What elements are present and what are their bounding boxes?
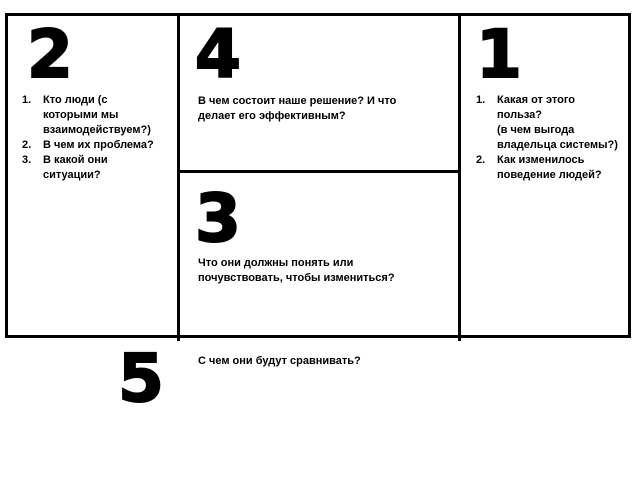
block-5-question: С чем они будут сравнивать? bbox=[198, 355, 361, 367]
block-1-question-1 bbox=[476, 93, 628, 153]
divider-middle bbox=[178, 170, 460, 173]
block-3-number: 3 bbox=[195, 180, 239, 257]
block-2-question-3-text: В какой они ситуации? bbox=[43, 154, 108, 181]
block-2-question-2-number: 2. bbox=[22, 139, 32, 151]
block-2-number: 2 bbox=[27, 16, 71, 93]
block-1-question-1-text: Какая от этого польза? (в чем выгода владельца системы?) bbox=[497, 94, 618, 151]
block-5-number: 5 bbox=[118, 340, 162, 417]
block-4-number: 4 bbox=[195, 16, 239, 93]
block-4-question: В чем состоит наше решение? И что делает его эффективным? bbox=[198, 95, 397, 122]
divider-right bbox=[458, 13, 461, 341]
block-2-question-3 bbox=[22, 153, 172, 183]
divider-left bbox=[177, 13, 180, 341]
block-2-question-2 bbox=[22, 138, 172, 153]
block-1-question-2-number: 2. bbox=[476, 154, 486, 166]
block-2-question-1-number: 1. bbox=[22, 94, 32, 106]
block-2-question-1-text: Кто люди (с которыми мы взаимодействуем?) bbox=[43, 94, 151, 136]
block-1-question-2 bbox=[476, 153, 628, 183]
block-1-questions bbox=[476, 93, 628, 183]
block-3-question: Что они должны понять или почувствовать, чтобы измениться? bbox=[198, 257, 395, 284]
block-2-question-1 bbox=[22, 93, 172, 138]
block-2-question-3-number: 3. bbox=[22, 154, 32, 166]
block-1-question-2-text: Как изменилось поведение людей? bbox=[497, 154, 602, 181]
block-1-question-1-number: 1. bbox=[476, 94, 486, 106]
block-2-question-2-text: В чем их проблема? bbox=[43, 139, 154, 151]
block-2-questions bbox=[22, 93, 172, 183]
block-1-number: 1 bbox=[476, 16, 520, 93]
